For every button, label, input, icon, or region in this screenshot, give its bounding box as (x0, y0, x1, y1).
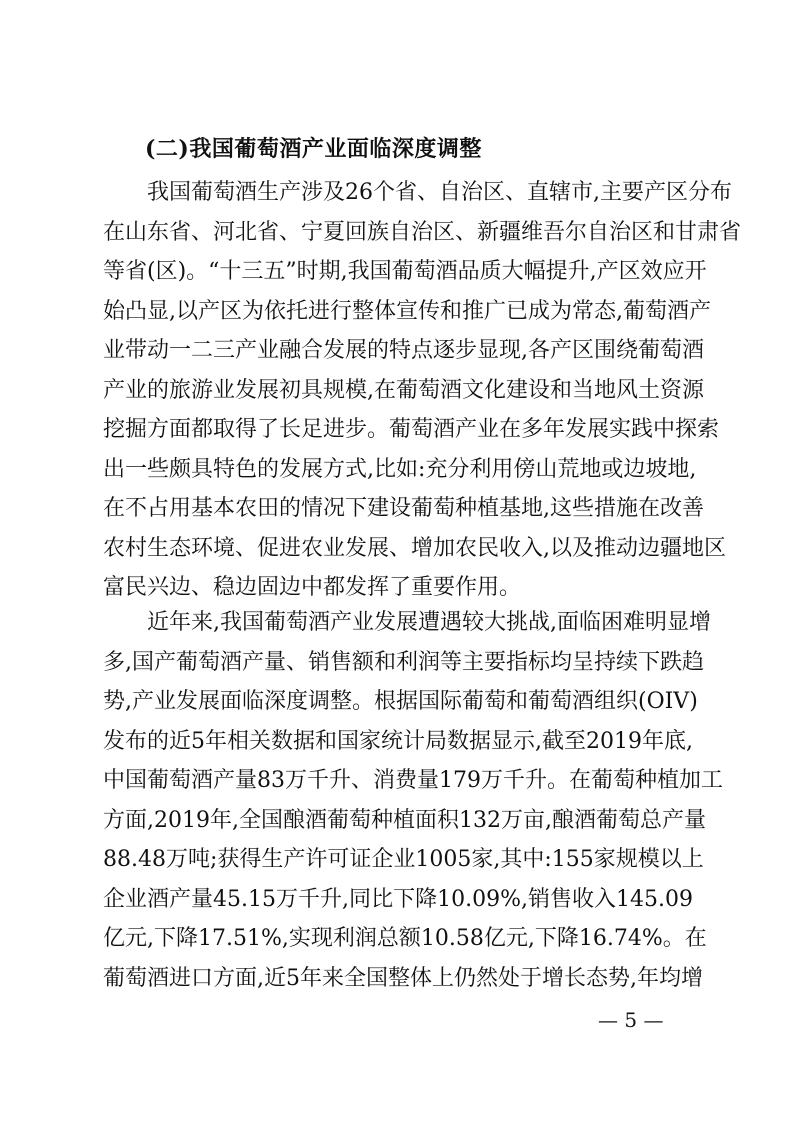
paragraph-line: 在不占用基本农田的情况下建设葡萄种植基地,这些措施在改善 (103, 496, 704, 521)
paragraph-line: 亿元,下降17.51%,实现利润总额10.58亿元,下降16.74%。在 (103, 926, 707, 951)
paragraph-line: 中国葡萄酒产量83万千升、消费量179万千升。在葡萄种植加工 (103, 768, 723, 793)
paragraph-line: 挖掘方面都取得了长足进步。葡萄酒产业在多年发展实践中探索 (103, 417, 720, 442)
paragraph-line: 发布的近5年相关数据和国家统计局数据显示,截至2019年底, (103, 728, 693, 754)
paragraph-line: 我国葡萄酒生产涉及26个省、自治区、直辖市,主要产区分布 (147, 180, 732, 205)
paragraph-line: 出一些颇具特色的发展方式,比如:充分利用傍山荒地或边坡地, (103, 456, 697, 482)
paragraph-line: 农村生态环境、促进农业发展、增加农民收入,以及推动边疆地区 (103, 535, 726, 561)
paragraph-line: 产业的旅游业发展初具规模,在葡萄酒文化建设和当地风土资源 (103, 377, 704, 403)
page-number: — 5 — (598, 1008, 664, 1032)
paragraph-1 (103, 173, 742, 608)
paragraph-2 (103, 603, 723, 998)
paragraph-line: 88.48万吨;获得生产许可证企业1005家,其中:155家规模以上 (103, 847, 704, 872)
paragraph-line: 势,产业发展面临深度调整。根据国际葡萄和葡萄酒组织(OIV) (103, 689, 698, 714)
paragraph-line: 业带动一二三产业融合发展的特点逐步显现,各产区围绕葡萄酒 (103, 338, 704, 363)
paragraph-line: 富民兴边、稳边固边中都发挥了重要作用。 (103, 575, 522, 600)
paragraph-line: 始凸显,以产区为依托进行整体宣传和推广已成为常态,葡萄酒产 (103, 298, 711, 324)
paragraph-line: 葡萄酒进口方面,近5年来全国整体上仍然处于增长态势,年均增 (103, 965, 703, 991)
section-heading: (二)我国葡萄酒产业面临深度调整 (145, 136, 482, 162)
paragraph-line: 方面,2019年,全国酿酒葡萄种植面积132万亩,酿酒葡萄总产量 (103, 807, 706, 833)
paragraph-line: 企业酒产量45.15万千升,同比下降10.09%,销售收入145.09 (103, 886, 693, 912)
paragraph-line: 等省(区)。“十三五”时期,我国葡萄酒品质大幅提升,产区效应开 (103, 259, 707, 284)
paragraph-line: 多,国产葡萄酒产量、销售额和利润等主要指标均呈持续下跌趋 (103, 649, 704, 675)
paragraph-line: 在山东省、河北省、宁夏回族自治区、新疆维吾尔自治区和甘肃省 (103, 219, 742, 245)
paragraph-line: 近年来,我国葡萄酒产业发展遭遇较大挑战,面临困难明显增 (147, 610, 711, 635)
